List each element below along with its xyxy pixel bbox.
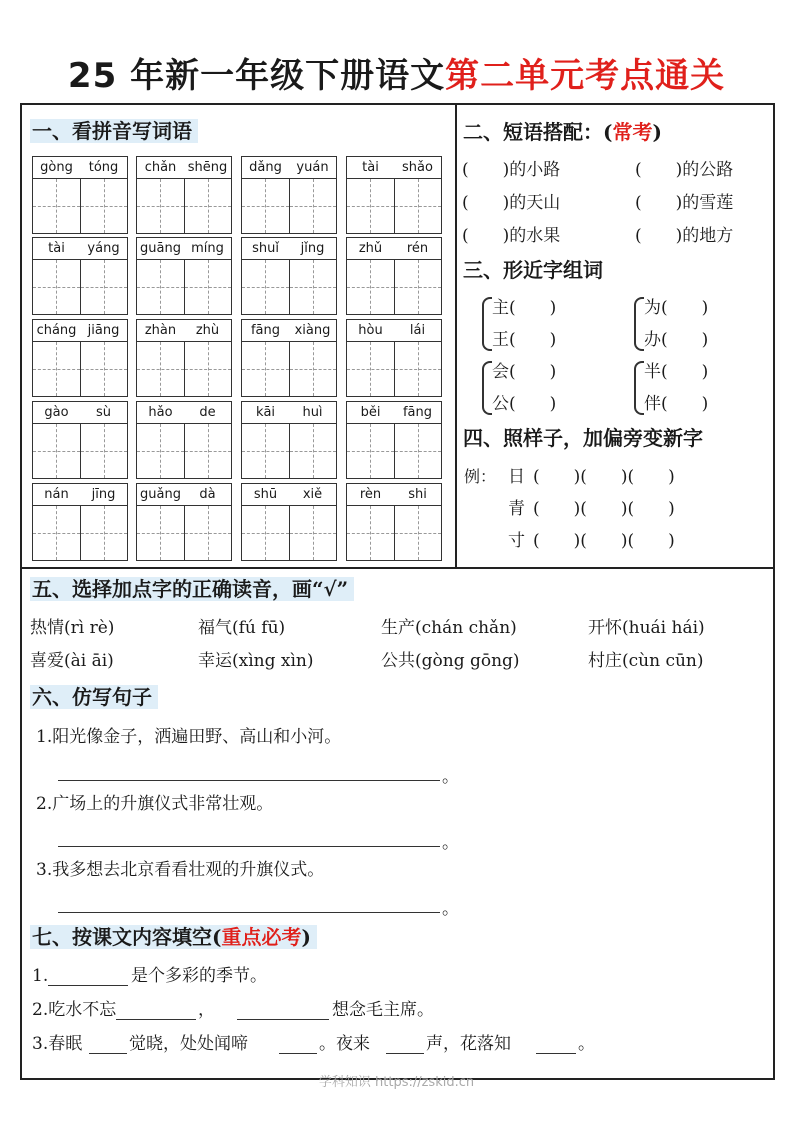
similar-char-item[interactable]: 为( ) xyxy=(644,298,709,318)
pinyin-writing-block[interactable] xyxy=(346,483,442,561)
fill-text: ， xyxy=(198,1000,215,1020)
radical-answers[interactable]: ( )( )( ) xyxy=(533,499,675,519)
phrase-match[interactable]: ( )的小路 xyxy=(462,160,561,180)
pinyin-writing-block[interactable] xyxy=(346,156,442,234)
pinyin-syllable: dà xyxy=(199,487,216,502)
section-3-heading: 三、形近字组词 xyxy=(463,258,603,282)
tian-zi-ge-cell[interactable] xyxy=(81,342,128,396)
pinyin-syllable: guǎng xyxy=(140,487,181,502)
pinyin-row xyxy=(347,157,441,179)
fill-text: 想念毛主席。 xyxy=(332,1000,434,1020)
period-mark: 。 xyxy=(442,767,459,787)
pinyin-row xyxy=(242,484,336,506)
tian-zi-ge-cell[interactable] xyxy=(395,424,442,478)
tian-zi-ge-cell[interactable] xyxy=(33,342,81,396)
pinyin-syllable: zhǔ xyxy=(358,241,383,256)
phrase-match[interactable]: ( )的水果 xyxy=(462,226,561,246)
pinyin-row xyxy=(347,320,441,342)
pinyin-syllable: chǎn xyxy=(144,160,177,175)
pinyin-syllable: míng xyxy=(191,241,224,256)
tian-zi-ge-cell[interactable] xyxy=(290,424,337,478)
similar-char-item[interactable]: 办( ) xyxy=(644,330,709,350)
pinyin-writing-block[interactable] xyxy=(241,156,337,234)
pinyin-writing-block[interactable] xyxy=(241,483,337,561)
fill-text: 声，花落知 xyxy=(426,1034,511,1054)
fill-text: 是个多彩的季节。 xyxy=(131,966,267,986)
pinyin-syllable: rén xyxy=(406,241,429,256)
pinyin-syllable: gào xyxy=(44,405,69,420)
tian-zi-ge-cell[interactable] xyxy=(347,342,395,396)
tian-zi-ge-cell[interactable] xyxy=(290,179,337,233)
phrase-match[interactable]: ( )的雪莲 xyxy=(635,193,734,213)
tian-zi-ge-cell[interactable] xyxy=(347,424,395,478)
pinyin-row xyxy=(33,320,127,342)
radical-char: 日 xyxy=(508,467,525,487)
pinyin-syllable: jǐng xyxy=(300,241,325,256)
tian-zi-ge-cell[interactable] xyxy=(81,260,128,314)
pinyin-writing-block[interactable] xyxy=(241,319,337,397)
tian-zi-ge-cell[interactable] xyxy=(347,506,395,560)
tian-zi-ge-cell[interactable] xyxy=(347,260,395,314)
pinyin-syllable: guāng xyxy=(140,241,181,256)
pinyin-syllable: gòng xyxy=(40,160,73,175)
pinyin-syllable: nán xyxy=(44,487,69,502)
tian-zi-ge-cell[interactable] xyxy=(185,342,232,396)
pinyin-syllable: zhàn xyxy=(144,323,177,338)
tian-zi-ge-cell[interactable] xyxy=(33,424,81,478)
pinyin-syllable: shēng xyxy=(187,160,228,175)
pinyin-syllable: jiāng xyxy=(87,323,120,338)
pinyin-syllable: dǎng xyxy=(249,160,282,175)
similar-char-item[interactable]: 主( ) xyxy=(492,298,557,318)
blank-line[interactable] xyxy=(116,1019,196,1020)
tian-zi-ge-cell[interactable] xyxy=(395,260,442,314)
blank-line[interactable] xyxy=(48,985,128,986)
pinyin-syllable: xiàng xyxy=(294,323,331,338)
pinyin-row xyxy=(347,484,441,506)
similar-char-item[interactable]: 会( ) xyxy=(492,362,557,382)
tian-zi-ge-cell[interactable] xyxy=(242,424,290,478)
tian-zi-ge-cell[interactable] xyxy=(137,179,185,233)
blank-line[interactable] xyxy=(386,1053,424,1054)
radical-answers[interactable]: ( )( )( ) xyxy=(533,531,675,551)
pinyin-row xyxy=(33,484,127,506)
pinyin-writing-block[interactable] xyxy=(32,237,128,315)
blank-line[interactable] xyxy=(89,1053,127,1054)
similar-char-item[interactable]: 王( ) xyxy=(492,330,557,350)
tian-zi-ge-cell[interactable] xyxy=(137,506,185,560)
pinyin-writing-block[interactable] xyxy=(136,401,232,479)
blank-line[interactable] xyxy=(536,1053,576,1054)
similar-char-item[interactable]: 半( ) xyxy=(644,362,709,382)
similar-char-item[interactable]: 公( ) xyxy=(492,394,557,414)
pinyin-syllable: shi xyxy=(408,487,427,502)
pronunciation-choice[interactable]: 公共(gòng gōng) xyxy=(381,651,520,671)
fill-text: 2.吃水不忘 xyxy=(32,1000,117,1020)
pinyin-syllable: běi xyxy=(360,405,381,420)
pronunciation-choice[interactable]: 热情(rì rè) xyxy=(30,618,115,638)
tian-zi-ge-cell[interactable] xyxy=(81,179,128,233)
pinyin-row xyxy=(242,320,336,342)
fill-prefix: 1. xyxy=(32,966,49,986)
pinyin-syllable: xiě xyxy=(302,487,323,502)
pinyin-row xyxy=(242,157,336,179)
pinyin-syllable: lái xyxy=(409,323,426,338)
pinyin-row xyxy=(33,402,127,424)
pinyin-writing-block[interactable] xyxy=(241,237,337,315)
pinyin-row xyxy=(137,484,231,506)
tian-zi-ge-cell[interactable] xyxy=(395,506,442,560)
section-6-heading: 六、仿写句子 xyxy=(30,683,158,711)
pinyin-row xyxy=(347,402,441,424)
answer-line[interactable] xyxy=(58,846,440,847)
column-divider xyxy=(455,103,457,568)
pinyin-writing-block[interactable] xyxy=(136,237,232,315)
tian-zi-ge-cell[interactable] xyxy=(395,342,442,396)
tian-zi-ge-cell[interactable] xyxy=(33,506,81,560)
pinyin-row xyxy=(137,238,231,260)
pinyin-syllable: de xyxy=(199,405,216,420)
pinyin-row xyxy=(137,157,231,179)
pinyin-writing-block[interactable] xyxy=(32,401,128,479)
radical-answers[interactable]: ( )( )( ) xyxy=(533,467,675,487)
pronunciation-choice[interactable]: 村庄(cùn cūn) xyxy=(588,651,704,671)
pinyin-syllable: shuǐ xyxy=(252,241,279,256)
pronunciation-choice[interactable]: 福气(fú fū) xyxy=(198,618,286,638)
pinyin-syllable: kāi xyxy=(255,405,276,420)
section-2-heading: 二、短语搭配：(常考) xyxy=(463,120,662,144)
similar-char-item[interactable]: 伴( ) xyxy=(644,394,709,414)
tian-zi-ge-cell[interactable] xyxy=(185,506,232,560)
fill-text: 觉晓，处处闻啼 xyxy=(129,1034,248,1054)
section-1-heading: 一、看拼音写词语 xyxy=(30,117,198,145)
tian-zi-ge-cell[interactable] xyxy=(185,424,232,478)
pinyin-syllable: yáng xyxy=(87,241,120,256)
tian-zi-ge-cell[interactable] xyxy=(81,424,128,478)
pinyin-syllable: fāng xyxy=(250,323,281,338)
tian-zi-ge-cell[interactable] xyxy=(81,506,128,560)
pinyin-syllable: tài xyxy=(362,160,379,175)
pinyin-syllable: jīng xyxy=(91,487,116,502)
pinyin-syllable: tóng xyxy=(88,160,119,175)
fill-text: 。 xyxy=(578,1034,595,1054)
pinyin-syllable: fāng xyxy=(402,405,433,420)
answer-line[interactable] xyxy=(58,912,440,913)
brace-icon xyxy=(482,361,492,415)
example-label: 例： xyxy=(464,467,497,486)
tian-zi-ge-cell[interactable] xyxy=(185,179,232,233)
period-mark: 。 xyxy=(442,833,459,853)
tian-zi-ge-cell[interactable] xyxy=(242,506,290,560)
page-title: 25 年新一年级下册语文第二单元考点通关 xyxy=(67,56,726,96)
tian-zi-ge-cell[interactable] xyxy=(33,260,81,314)
model-sentence: 1.阳光像金子，洒遍田野、高山和小河。 xyxy=(36,727,342,747)
fill-text: 。夜来 xyxy=(319,1034,370,1054)
pinyin-row xyxy=(242,402,336,424)
brace-icon xyxy=(634,361,644,415)
pronunciation-choice[interactable]: 生产(chán chǎn) xyxy=(381,618,517,638)
pinyin-syllable: zhù xyxy=(195,323,220,338)
pinyin-writing-block[interactable] xyxy=(136,319,232,397)
pinyin-row xyxy=(137,402,231,424)
tian-zi-ge-cell[interactable] xyxy=(395,179,442,233)
model-sentence: 2.广场上的升旗仪式非常壮观。 xyxy=(36,794,274,814)
pinyin-row xyxy=(347,238,441,260)
watermark-footer: 学科知识 https://zskid.cn xyxy=(318,1075,475,1090)
pinyin-writing-block[interactable] xyxy=(32,319,128,397)
section-7-heading: 七、按课文内容填空(重点必考) xyxy=(30,923,317,951)
pinyin-writing-block[interactable] xyxy=(346,237,442,315)
pinyin-syllable: cháng xyxy=(36,323,77,338)
pinyin-syllable: tài xyxy=(48,241,65,256)
tian-zi-ge-cell[interactable] xyxy=(290,342,337,396)
pinyin-writing-block[interactable] xyxy=(241,401,337,479)
tian-zi-ge-cell[interactable] xyxy=(137,342,185,396)
pinyin-row xyxy=(33,157,127,179)
tian-zi-ge-cell[interactable] xyxy=(290,506,337,560)
radical-char: 青 xyxy=(508,499,525,519)
pronunciation-choice[interactable]: 幸运(xìng xìn) xyxy=(198,651,314,671)
pinyin-row xyxy=(242,238,336,260)
pinyin-writing-block[interactable] xyxy=(346,319,442,397)
pinyin-syllable: rèn xyxy=(359,487,382,502)
period-mark: 。 xyxy=(442,899,459,919)
tian-zi-ge-cell[interactable] xyxy=(137,260,185,314)
section-divider xyxy=(20,567,775,569)
tian-zi-ge-cell[interactable] xyxy=(185,260,232,314)
section-5-heading: 五、选择加点字的正确读音，画“√” xyxy=(30,575,354,603)
brace-icon xyxy=(634,297,644,351)
tian-zi-ge-cell[interactable] xyxy=(347,179,395,233)
phrase-match[interactable]: ( )的公路 xyxy=(635,160,734,180)
pinyin-syllable: hòu xyxy=(358,323,383,338)
pinyin-row xyxy=(33,238,127,260)
pinyin-syllable: sù xyxy=(95,405,111,420)
model-sentence: 3.我多想去北京看看壮观的升旗仪式。 xyxy=(36,860,325,880)
pinyin-syllable: shǎo xyxy=(402,160,433,175)
tian-zi-ge-cell[interactable] xyxy=(242,179,290,233)
tian-zi-ge-cell[interactable] xyxy=(242,342,290,396)
blank-line[interactable] xyxy=(237,1019,329,1020)
pinyin-row xyxy=(137,320,231,342)
answer-line[interactable] xyxy=(58,780,440,781)
pinyin-writing-block[interactable] xyxy=(136,156,232,234)
phrase-match[interactable]: ( )的天山 xyxy=(462,193,561,213)
tian-zi-ge-cell[interactable] xyxy=(290,260,337,314)
pronunciation-choice[interactable]: 开怀(huái hái) xyxy=(588,618,705,638)
pinyin-writing-block[interactable] xyxy=(346,401,442,479)
fill-text: 3.春眠 xyxy=(32,1034,83,1054)
pinyin-syllable: yuán xyxy=(296,160,329,175)
pronunciation-choice[interactable]: 喜爱(ài āi) xyxy=(30,651,114,671)
pinyin-syllable: hǎo xyxy=(148,405,173,420)
blank-line[interactable] xyxy=(279,1053,317,1054)
pinyin-syllable: huì xyxy=(302,405,323,420)
brace-icon xyxy=(482,297,492,351)
pinyin-writing-block[interactable] xyxy=(32,483,128,561)
pinyin-writing-block[interactable] xyxy=(136,483,232,561)
pinyin-writing-block[interactable] xyxy=(32,156,128,234)
pinyin-syllable: shū xyxy=(253,487,278,502)
tian-zi-ge-cell[interactable] xyxy=(33,179,81,233)
tian-zi-ge-cell[interactable] xyxy=(242,260,290,314)
radical-char: 寸 xyxy=(508,531,525,551)
tian-zi-ge-cell[interactable] xyxy=(137,424,185,478)
phrase-match[interactable]: ( )的地方 xyxy=(635,226,734,246)
section-4-heading: 四、照样子，加偏旁变新字 xyxy=(463,426,703,450)
